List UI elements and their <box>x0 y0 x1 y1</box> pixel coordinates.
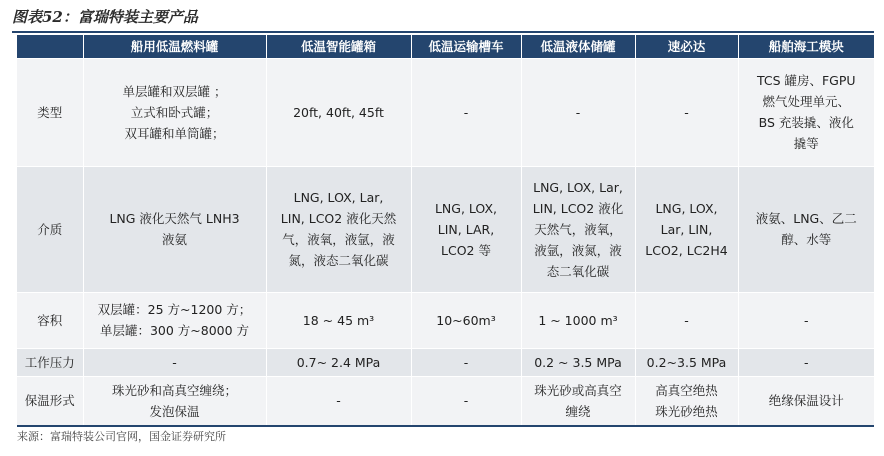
cell-line: LIN, LAR, <box>437 221 495 237</box>
cell-line: 液氩，液氮，液 <box>534 242 622 258</box>
table-cell <box>521 376 635 426</box>
cell-line: 撬等 <box>793 136 819 151</box>
cell-line: 珠光砂和高真空缠绕； <box>111 382 237 398</box>
table-cell <box>83 376 266 426</box>
cell-line: 0.7~ 2.4 MPa <box>296 354 381 370</box>
table-cell <box>83 166 266 292</box>
table-cell <box>411 166 521 292</box>
cell-line: 单层罐：300 方~8000 方 <box>99 323 250 338</box>
table-cell <box>738 348 874 376</box>
table-row <box>17 376 874 426</box>
cell-line: - <box>803 312 809 328</box>
cell-line: 缠绕 <box>565 403 591 419</box>
row-label: 容积 <box>17 292 83 348</box>
cell-line: LNG, LOX, <box>655 200 718 216</box>
title-rule <box>12 31 874 33</box>
table-cell <box>635 58 738 166</box>
cell-line: 0.2~3.5 MPa <box>646 354 727 370</box>
cell-line: 0.2 ~ 3.5 MPa <box>534 354 622 370</box>
row-label: 工作压力 <box>17 348 83 376</box>
cell-line: 珠光砂绝热 <box>655 403 718 419</box>
cell-line: 绝缘保温设计 <box>768 393 844 409</box>
table-cell <box>521 348 635 376</box>
table-row <box>17 292 874 348</box>
table-cell <box>635 292 738 348</box>
figure-title: 图表52：富瑞特装主要产品 <box>12 8 198 26</box>
table-cell <box>411 376 521 426</box>
table-cell <box>83 348 266 376</box>
cell-line: - <box>575 104 581 120</box>
cell-line: - <box>336 393 341 409</box>
header-cell <box>17 35 83 58</box>
row-label: 介质 <box>17 166 83 292</box>
table-cell <box>635 166 738 292</box>
cell-line: 燃气处理单元、 <box>762 94 850 109</box>
cell-line: 双耳罐和单筒罐； <box>124 125 225 141</box>
cell-line: 态二氧化碳 <box>546 263 610 279</box>
table-cell <box>266 292 411 348</box>
table-row <box>17 348 874 376</box>
table-cell <box>411 292 521 348</box>
cell-line: LCO2 等 <box>441 242 491 258</box>
table-cell <box>266 376 411 426</box>
table-cell <box>521 166 635 292</box>
table-cell <box>266 348 411 376</box>
cell-line: LNG 液化天然气 LNH3 <box>109 211 240 226</box>
cell-line: - <box>463 393 469 409</box>
table-cell <box>266 166 411 292</box>
source-note: 来源：富瑞特装公司官网，国金证券研究所 <box>17 430 226 443</box>
cell-line: 18 ~ 45 m³ <box>302 312 375 328</box>
cell-line: 单层罐和双层罐 ； <box>122 83 227 99</box>
table-cell <box>635 348 738 376</box>
cell-line: 天然气，液氧， <box>534 221 622 237</box>
table-cell <box>83 292 266 348</box>
cell-line: TCS 罐房、FGPU <box>756 73 856 88</box>
cell-line: 20ft, 40ft, 45ft <box>293 104 384 120</box>
cell-line: LNG, LOX, Lar, <box>293 190 384 205</box>
cell-line: LNG, LOX, <box>434 200 498 216</box>
table-cell <box>738 58 874 166</box>
cell-line: LNG, LOX, Lar, <box>533 179 623 195</box>
cell-line: LIN, LCO2 液化 <box>532 200 624 216</box>
table-cell <box>521 292 635 348</box>
cell-line: - <box>463 354 469 370</box>
cell-line: 气，液氧，液氩，液 <box>282 232 395 247</box>
table-cell <box>411 58 521 166</box>
product-table <box>17 35 874 427</box>
cell-line: - <box>684 312 689 328</box>
cell-line: LIN, LCO2 液化天然 <box>280 211 397 226</box>
cell-line: 高真空绝热 <box>655 382 718 398</box>
cell-line: - <box>684 104 689 120</box>
cell-line: BS 充装撬、液化 <box>758 115 854 130</box>
cell-line: 10~60m³ <box>436 312 496 328</box>
cell-line: LCO2, LC2H4 <box>645 242 728 258</box>
cell-line: 珠光砂或高真空 <box>534 382 622 398</box>
header-cell: 船用低温燃料罐 <box>83 35 266 58</box>
table-cell <box>521 58 635 166</box>
table-cell <box>635 376 738 426</box>
table-row <box>17 58 874 166</box>
cell-line: 醇、水等 <box>781 232 832 247</box>
cell-line: 氮，液态二氧化碳 <box>288 253 389 268</box>
cell-line: Lar, LIN, <box>660 221 713 237</box>
cell-line: 液氨、LNG、乙二 <box>755 211 857 226</box>
table-cell <box>83 58 266 166</box>
cell-line: 立式和卧式罐； <box>130 104 219 120</box>
header-cell: 低温液体储罐 <box>521 35 635 58</box>
cell-line: - <box>803 354 809 370</box>
cell-line: 液氨 <box>161 232 187 247</box>
table-cell <box>738 376 874 426</box>
header-cell: 速必达 <box>635 35 738 58</box>
header-cell: 低温运输槽车 <box>411 35 521 58</box>
header-cell: 船舶海工模块 <box>738 35 874 58</box>
table-row <box>17 166 874 292</box>
cell-line: - <box>172 354 177 370</box>
cell-line: 1 ~ 1000 m³ <box>538 312 618 328</box>
table-header-row <box>17 35 874 58</box>
table-cell <box>411 348 521 376</box>
header-cell: 低温智能罐箱 <box>266 35 411 58</box>
row-label: 类型 <box>17 58 83 166</box>
table-cell <box>738 292 874 348</box>
cell-line: 双层罐：25 方~1200 方； <box>97 302 252 317</box>
table-cell <box>738 166 874 292</box>
table-cell <box>266 58 411 166</box>
cell-line: 发泡保温 <box>149 403 200 419</box>
row-label: 保温形式 <box>17 376 83 426</box>
cell-line: - <box>463 104 469 120</box>
